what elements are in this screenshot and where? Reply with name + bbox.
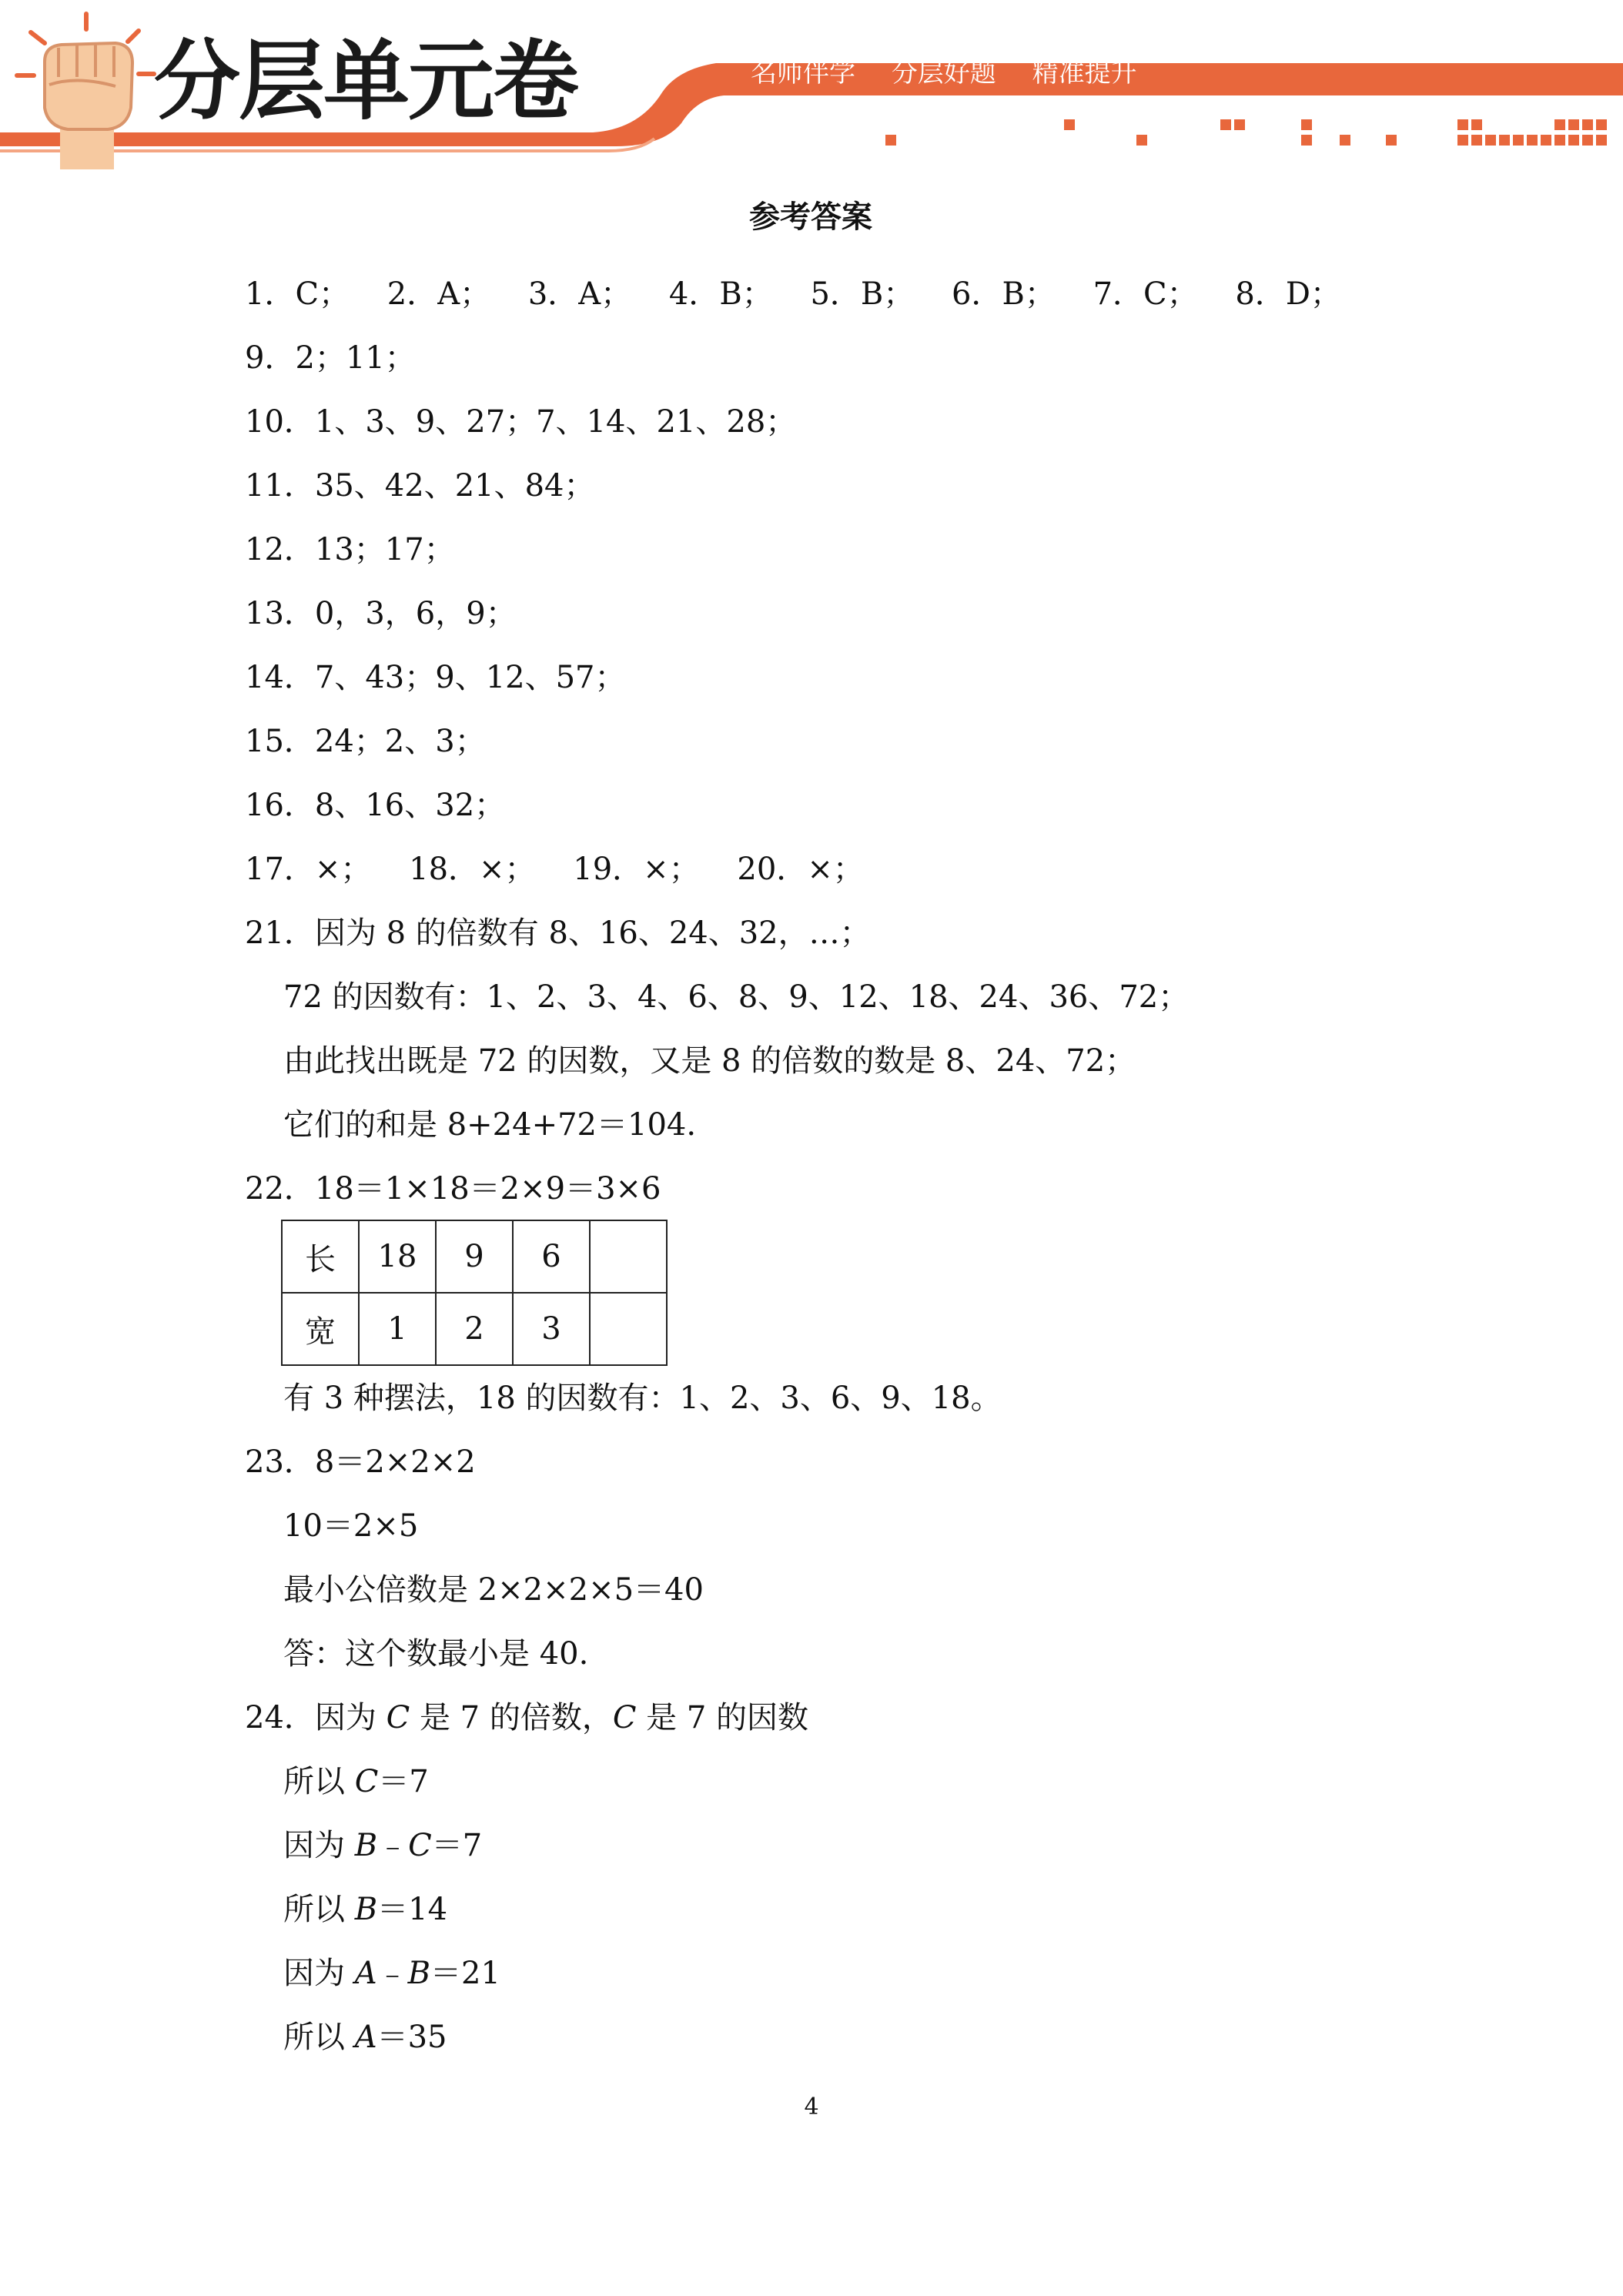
answer-line [283,1830,482,1861]
slogan-item: 精准提升 [1032,58,1137,89]
slogan-item: 名师伴学 [751,58,855,89]
answer-item: 5．B； [810,276,915,312]
answer-item: 4．B； [668,276,773,312]
text-segment: ＝35 [376,2020,447,2055]
table-cell: 1 [359,1293,436,1365]
text-segment: ﹣ [377,1828,409,1863]
table-row [282,1220,667,1293]
text-segment: 因为 [283,1828,355,1863]
brand-title: 分层单元卷 [154,32,577,132]
variable: B [354,1892,378,1927]
answer-line [283,1766,429,1797]
answer-line [283,1958,500,1989]
answer-line: 11．35、42、21、84； [245,468,595,504]
answer-line: 15．24；2、3； [245,724,486,759]
dimensions-table [281,1220,668,1366]
answer-title: 参考答案 [749,199,872,235]
answer-item: 18．×； [409,852,536,887]
answer-item: 8．D； [1235,276,1341,312]
answer-line [283,2022,447,2053]
answer-line: 9．2；11； [245,340,416,376]
variable: A [354,2020,377,2055]
answer-item: 7．C； [1093,276,1198,312]
page-header [0,0,1623,177]
answer-line: 10＝2×5 [283,1508,419,1544]
table-cell: 9 [436,1220,513,1293]
text-segment: ＝7 [378,1764,429,1799]
variable: C [612,1700,637,1735]
answer-line [283,1894,447,1925]
slogan-item: 分层好题 [891,58,996,89]
table-cell: 18 [359,1220,436,1293]
text-segment: ＝21 [430,1956,500,1991]
mc-answers [245,276,1341,312]
header-slogan [751,58,1165,89]
answer-item: 1．C； [245,276,350,312]
text-segment: ﹣ [376,1956,408,1991]
variable: C [408,1828,432,1863]
text-segment: 是 7 的倍数， [410,1700,613,1735]
answer-item: 3．A； [527,276,632,312]
text-segment: 24．因为 [245,1700,387,1735]
decorative-squares [885,119,1607,146]
answer-line: 由此找出既是 72 的因数，又是 8 的倍数的数是 8、24、72； [283,1043,1136,1079]
text-segment: 所以 [283,2020,355,2055]
variable: C [354,1764,379,1799]
text-segment: ＝7 [431,1828,483,1863]
table-cell: 6 [513,1220,590,1293]
table-cell [590,1220,667,1293]
text-segment: 所以 [283,1892,355,1927]
answer-line: 21．因为 8 的倍数有 8、16、24、32，…； [245,915,871,951]
table-row [282,1293,667,1365]
answer-line: 13．0，3，6，9； [245,596,517,631]
table-cell: 宽 [282,1293,359,1365]
answer-line: 22．18＝1×18＝2×9＝3×6 [245,1171,661,1207]
answer-item: 6．B； [952,276,1056,312]
answer-line [245,1702,808,1733]
variable: C [386,1700,410,1735]
table-cell: 3 [513,1293,590,1365]
answer-line: 72 的因数有：1、2、3、4、6、8、9、12、18、24、36、72； [283,979,1190,1015]
answer-line: 10．1、3、9、27；7、14、21、28； [245,404,797,440]
answer-line: 12．13；17； [245,532,455,567]
variable: A [354,1956,377,1991]
answer-item: 17．×； [245,852,372,887]
answer-line: 最小公倍数是 2×2×2×5＝40 [283,1572,704,1608]
answer-line: 答：这个数最小是 40. [283,1636,589,1672]
answer-line: 14．7、43；9、12、57； [245,660,626,695]
table-cell: 长 [282,1220,359,1293]
tf-answers [245,854,864,885]
answer-line: 它们的和是 8+24+72＝104. [283,1107,697,1143]
answer-line: 23．8＝2×2×2 [245,1444,476,1480]
text-segment: 所以 [283,1764,355,1799]
text-segment: ＝14 [377,1892,448,1927]
table-cell [590,1293,667,1365]
answer-item: 20．×； [737,852,864,887]
variable: B [407,1956,431,1991]
text-segment: 是 7 的因数 [636,1700,809,1735]
variable: B [354,1828,378,1863]
text-segment: 因为 [283,1956,355,1991]
table-cell: 2 [436,1293,513,1365]
answer-line: 有 3 种摆法，18 的因数有：1、2、3、6、9、18。 [283,1381,1002,1416]
answer-item: 19．×； [573,852,700,887]
answer-line: 16．8、16、32； [245,788,506,823]
answer-item: 2．A； [387,276,491,312]
page-number: 4 [804,2094,819,2120]
